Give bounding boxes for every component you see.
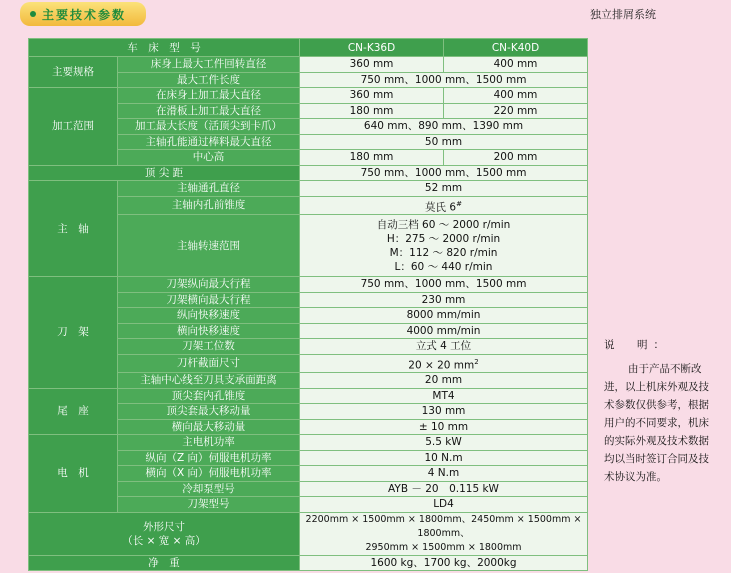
param-value-text: MT4 (432, 389, 455, 402)
param-value: 360 mm (300, 88, 444, 104)
param-value (300, 119, 588, 135)
param-label: 在床身上加工最大直径 (118, 88, 300, 104)
bullet-icon (30, 11, 36, 17)
table-row (29, 57, 588, 73)
param-label: 主轴通孔直径 (118, 181, 300, 197)
note-box (604, 336, 716, 486)
param-value (300, 339, 588, 355)
model-1-header: CN-K36D (300, 39, 444, 57)
param-label: 加工最大长度（活顶尖到卡爪） (118, 119, 300, 135)
note-body: 由于产品不断改进，以上机床外观及技术参数仅供参考，根据用户的不同要求，机床的实际外观及技术数据均以当时签订合同及技术协议为准。 (604, 363, 709, 483)
param-label: 顶尖套最大移动量 (118, 404, 300, 420)
param-label: 中心高 (118, 150, 300, 166)
param-value: 220 mm (444, 103, 588, 119)
param-value-text: 10 N.m (424, 451, 463, 464)
param-label: 主轴中心线至刀具支承面距离 (118, 373, 300, 389)
param-value-line: 2950mm × 1500mm × 1800mm (365, 541, 522, 553)
table-row (29, 512, 588, 555)
param-value (300, 373, 588, 389)
param-value (300, 435, 588, 451)
param-value-text: 750 mm、1000 mm、1500 mm (360, 278, 527, 291)
param-value (300, 450, 588, 466)
param-value (300, 181, 588, 197)
param-label: 顶尖套内孔锥度 (118, 388, 300, 404)
group-label: 外形尺寸 （长 × 宽 × 高） (29, 512, 300, 555)
param-value-text: 750 mm、1000 mm、1500 mm (360, 166, 527, 179)
param-value-text: AYB － 20 0.115 kW (388, 482, 499, 495)
param-value-text: 52 mm (424, 182, 463, 195)
table-row (29, 165, 588, 181)
param-value-text: 640 mm、890 mm、1390 mm (363, 120, 524, 133)
param-value-text: 230 mm (421, 293, 466, 306)
param-value (300, 481, 588, 497)
param-value: 400 mm (444, 57, 588, 73)
param-label: 最大工件长度 (118, 72, 300, 88)
group-label: 电 机 (29, 435, 118, 513)
param-value: 200 mm (444, 150, 588, 166)
table-row (29, 277, 588, 293)
param-label: 主轴孔能通过棒料最大直径 (118, 134, 300, 150)
section-title-tab (20, 2, 146, 26)
param-value-text: 4000 mm/min (406, 324, 481, 337)
param-label: 刀架工位数 (118, 339, 300, 355)
model-header: 车 床 型 号 (29, 39, 300, 57)
param-label: 刀架横向最大行程 (118, 292, 300, 308)
param-value-text: 750 mm、1000 mm、1500 mm (360, 73, 527, 86)
param-value-text: 5.5 kW (425, 436, 462, 449)
brand-label: 独立排屑系统 (590, 8, 656, 21)
param-value-text: 20 mm (424, 374, 463, 387)
param-label: 横向最大移动量 (118, 419, 300, 435)
group-label: 尾 座 (29, 388, 118, 435)
param-value (300, 134, 588, 150)
param-value (300, 404, 588, 420)
param-label: 刀杆截面尺寸 (118, 354, 300, 373)
group-label: 顶 尖 距 (29, 165, 300, 181)
param-value (300, 215, 588, 277)
group-label: 加工范围 (29, 88, 118, 166)
param-label: 冷却泵型号 (118, 481, 300, 497)
group-label: 主要规格 (29, 57, 118, 88)
table-row (29, 555, 588, 571)
table-row (29, 181, 588, 197)
param-value (300, 72, 588, 88)
param-label: 主电机功率 (118, 435, 300, 451)
group-label: 主 轴 (29, 181, 118, 277)
param-value-text: 1600 kg、1700 kg、2000kg (370, 556, 517, 569)
param-value (300, 277, 588, 293)
param-value (300, 165, 588, 181)
param-value: 180 mm (300, 103, 444, 119)
param-value (300, 323, 588, 339)
param-value-line: H：275 ～ 2000 r/min (386, 232, 501, 245)
table-row (29, 388, 588, 404)
param-value-text: 立式 4 工位 (415, 340, 472, 353)
param-label: 刀架型号 (118, 497, 300, 513)
param-label: 纵向快移速度 (118, 308, 300, 324)
param-label: 主轴转速范围 (118, 215, 300, 277)
param-value (300, 308, 588, 324)
param-value (300, 497, 588, 513)
param-value-text: 130 mm (421, 405, 466, 418)
param-value-text: 莫氏 6 (425, 201, 457, 213)
param-label: 在滑板上加工最大直径 (118, 103, 300, 119)
param-label: 纵向（Z 向）伺服电机功率 (118, 450, 300, 466)
param-label: 横向（X 向）伺服电机功率 (118, 466, 300, 482)
param-value-text: 50 mm (424, 135, 463, 148)
param-value (300, 196, 588, 215)
table-row (29, 435, 588, 451)
param-value-line: M：112 ～ 820 r/min (389, 246, 498, 259)
param-value (300, 555, 588, 571)
param-value-text: LD4 (433, 498, 454, 511)
param-value: 360 mm (300, 57, 444, 73)
param-value (300, 466, 588, 482)
param-value-line: 2200mm × 1500mm × 1800mm、2450mm × 1500mm × 1800mm、 (305, 513, 582, 539)
param-value-line: L：60 ～ 440 r/min (394, 260, 493, 273)
param-value-text: 4 N.m (427, 467, 460, 480)
param-label: 横向快移速度 (118, 323, 300, 339)
param-value (300, 354, 588, 373)
param-label: 主轴内孔前锥度 (118, 196, 300, 215)
group-label: 刀 架 (29, 277, 118, 389)
param-value: 400 mm (444, 88, 588, 104)
group-label: 净 重 (29, 555, 300, 571)
param-label: 刀架纵向最大行程 (118, 277, 300, 293)
param-value (300, 292, 588, 308)
param-value-text: ± 10 mm (418, 420, 469, 433)
table-row (29, 88, 588, 104)
param-label: 床身上最大工件回转直径 (118, 57, 300, 73)
note-heading: 说 明： (604, 339, 670, 351)
param-value (300, 388, 588, 404)
param-value-text: 8000 mm/min (406, 309, 481, 322)
param-value: 180 mm (300, 150, 444, 166)
table-header-row (29, 39, 588, 57)
superscript: 2 (474, 357, 479, 366)
param-value-text: 20 × 20 mm (408, 359, 475, 371)
section-title: 主要技术参数 (42, 7, 127, 22)
param-value (300, 512, 588, 555)
param-value-line: 自动三档 60 ～ 2000 r/min (376, 218, 511, 231)
spec-table (28, 38, 588, 571)
model-2-header: CN-K40D (444, 39, 588, 57)
param-value (300, 419, 588, 435)
superscript: # (456, 199, 462, 208)
